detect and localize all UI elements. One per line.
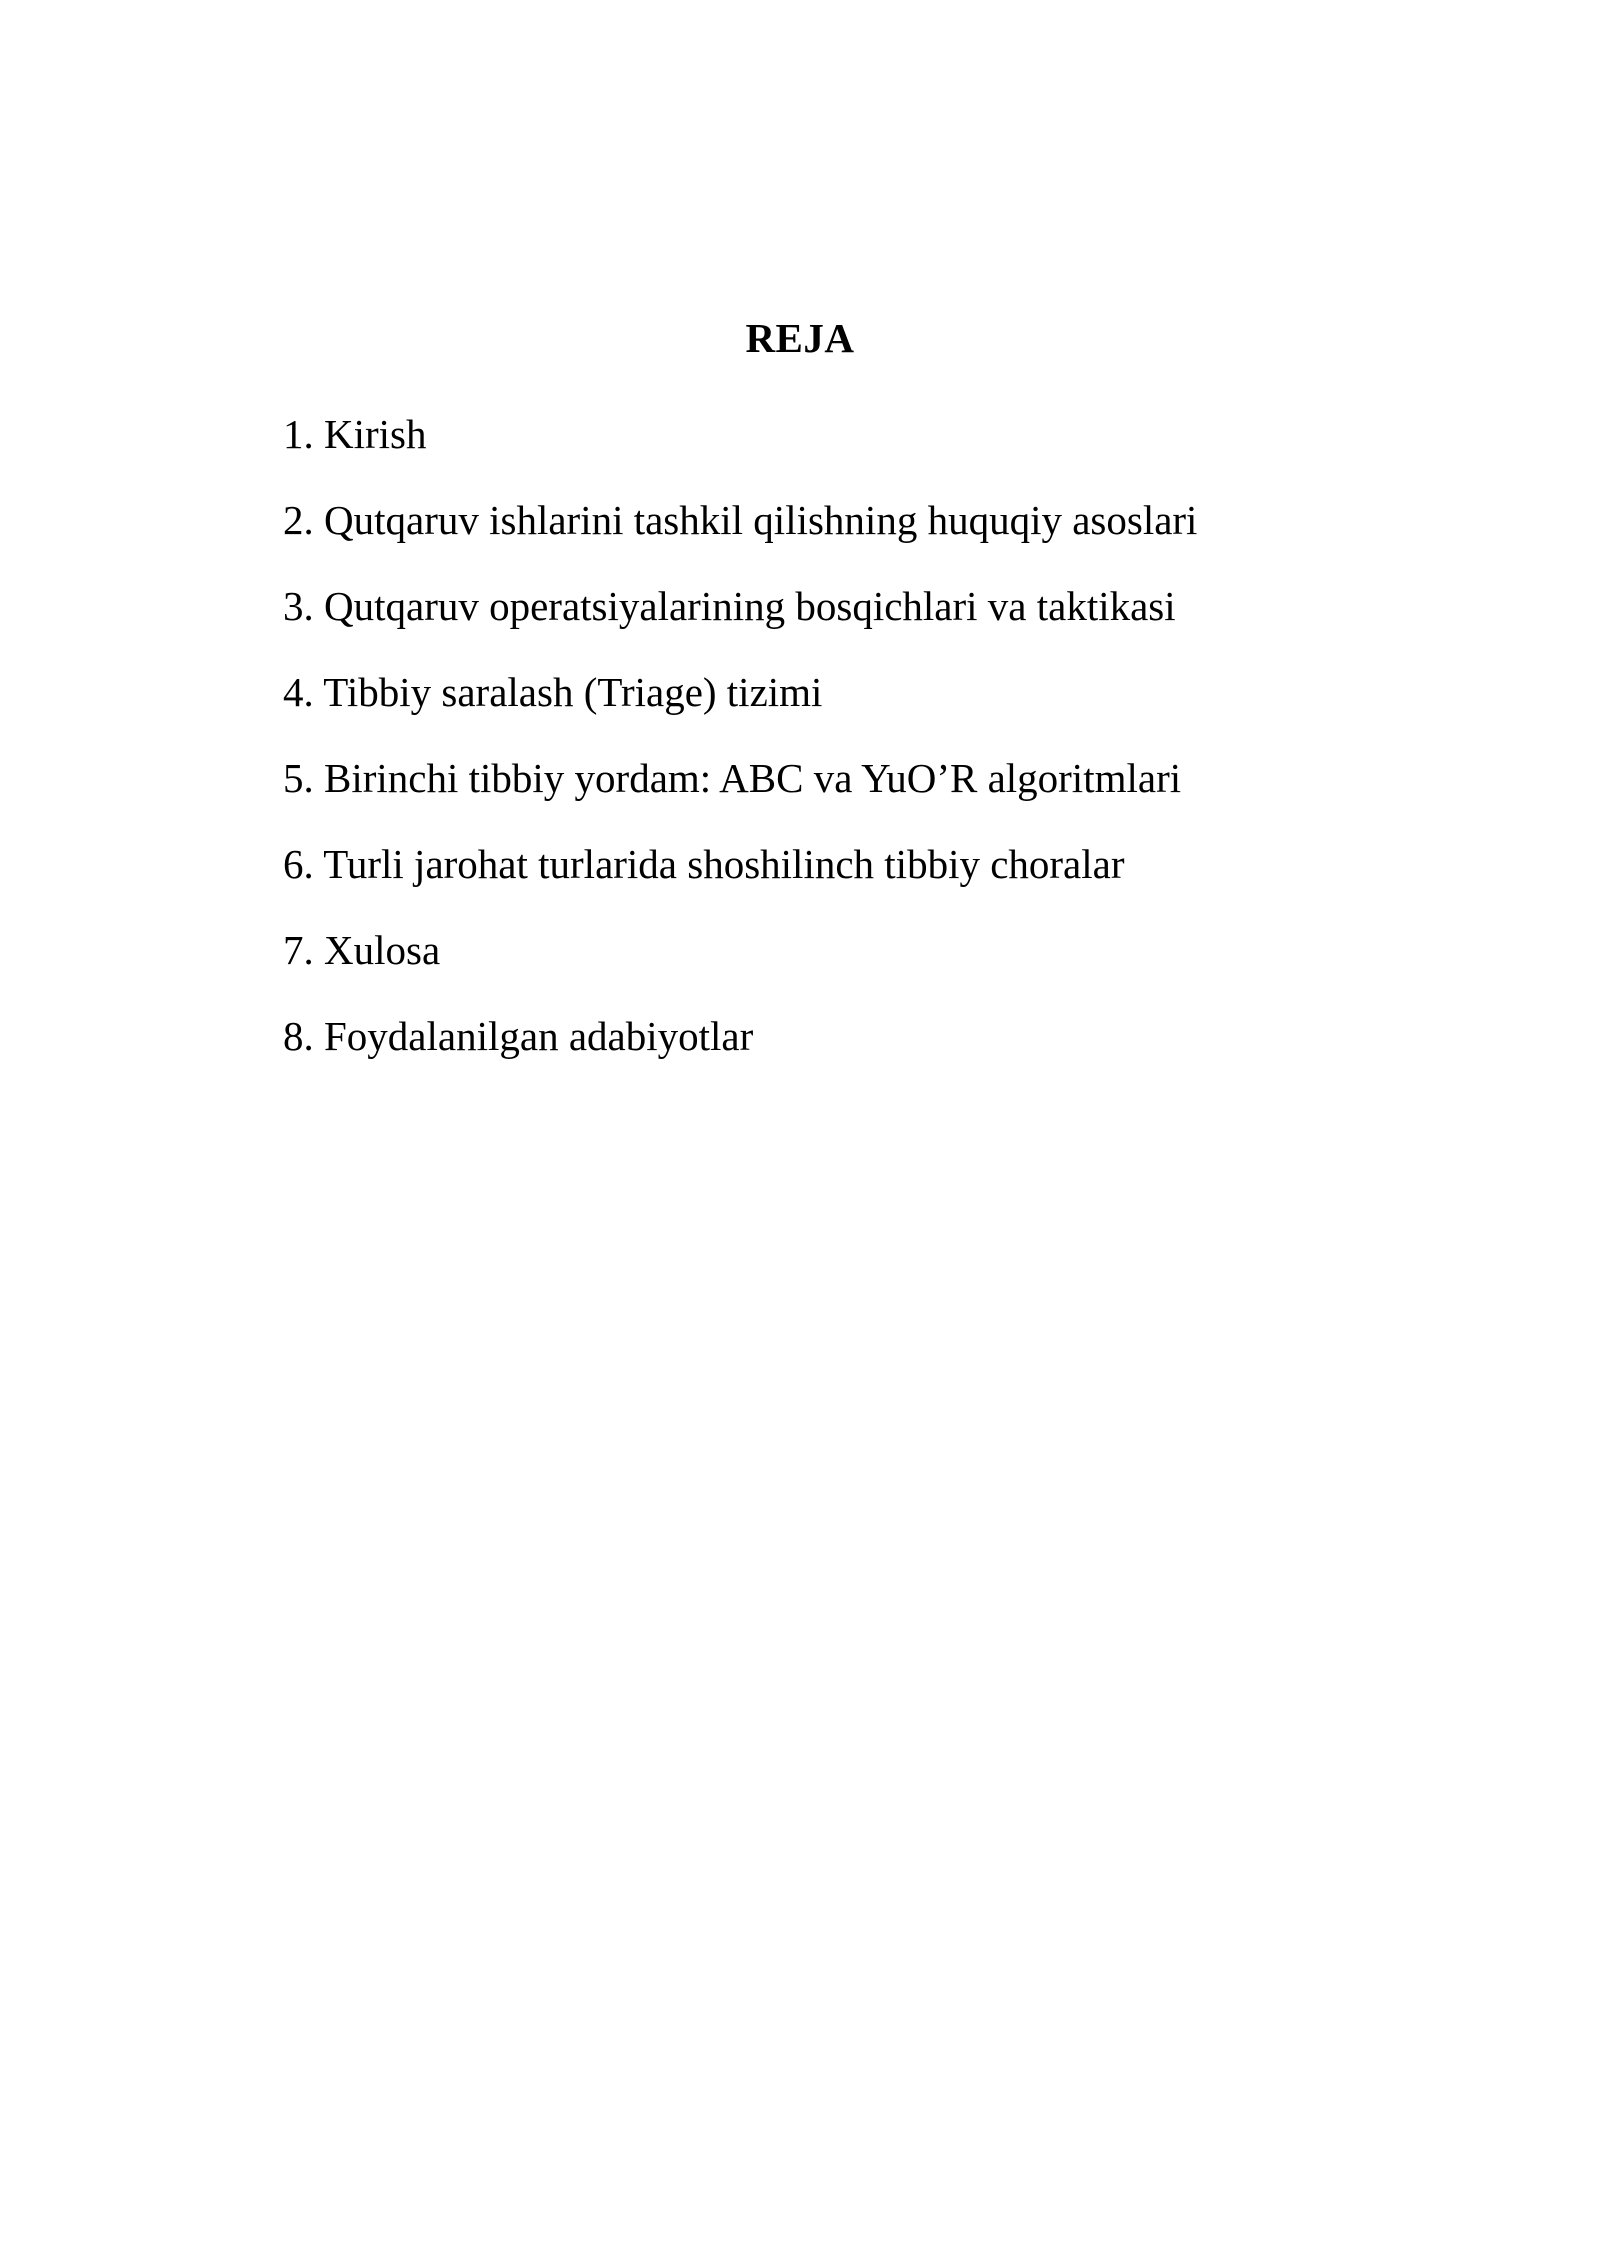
plan-item-emergency-measures: 6. Turli jarohat turlarida shoshilinch tibbiy choralar (283, 841, 1125, 887)
plan-item-legal-basis: 2. Qutqaruv ishlarini tashkil qilishning huquqiy asoslari (283, 497, 1198, 543)
plan-item-operation-stages: 3. Qutqaruv operatsiyalarining bosqichlari va taktikasi (283, 583, 1176, 629)
plan-list (283, 408, 1197, 1096)
plan-item-triage: 4. Tibbiy saralash (Triage) tizimi (283, 669, 823, 715)
plan-item-kirish: 1. Kirish (283, 411, 427, 457)
plan-item-xulosa: 7. Xulosa (283, 927, 441, 973)
page-title: REJA (745, 315, 855, 361)
plan-item-first-aid: 5. Birinchi tibbiy yordam: ABC va YuO’R algoritmlari (283, 755, 1182, 801)
plan-item-references: 8. Foydalanilgan adabiyotlar (283, 1013, 754, 1059)
